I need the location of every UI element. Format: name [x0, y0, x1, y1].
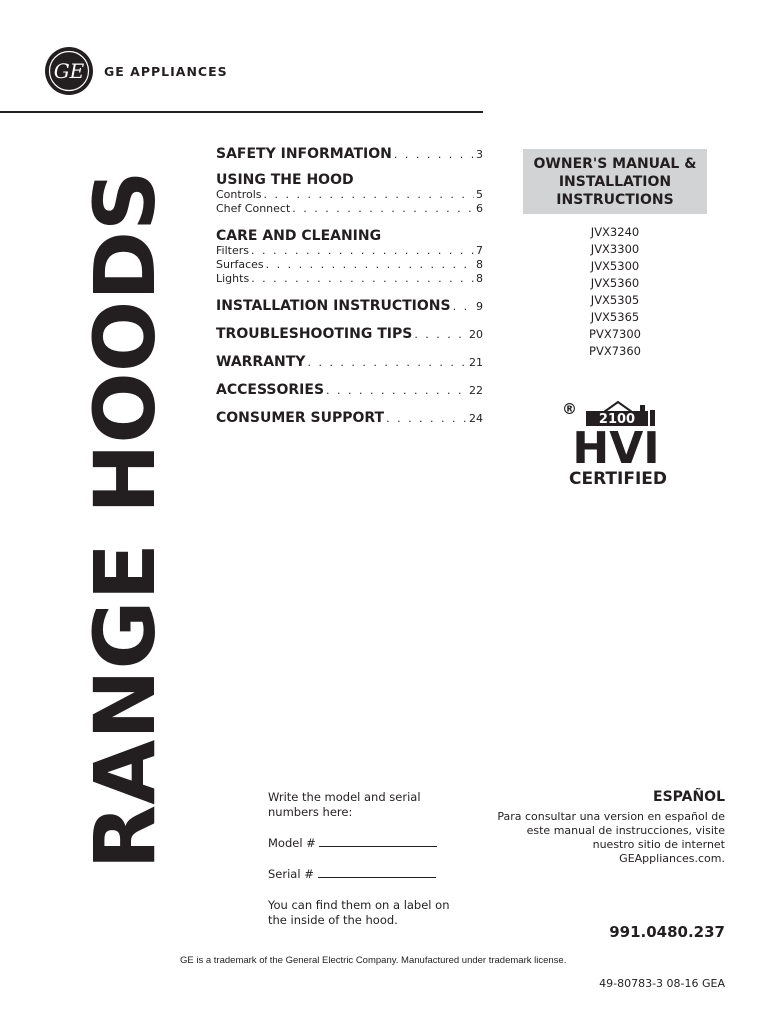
model-number-line [268, 836, 458, 851]
model-number: JVX5305 [590, 293, 640, 307]
toc-page-number: 20 [469, 328, 483, 341]
toc-entry-label: Controls [216, 188, 262, 201]
hvi-acronym: HVI [572, 423, 660, 474]
toc-entry-label: USING THE HOOD [216, 172, 354, 188]
toc-entry [216, 272, 483, 286]
toc-entry-label: ACCESSORIES [216, 382, 325, 398]
toc-page-number: 24 [469, 412, 483, 425]
toc-page-number: 7 [476, 244, 483, 257]
toc-entry-label: Filters [216, 244, 249, 257]
spanish-text: Para consultar una version en español de este manual de instrucciones, visite nuestro sitio de internet GEAppliances.com. [497, 810, 725, 865]
toc-entry [216, 410, 483, 426]
toc-entry [216, 188, 483, 202]
toc-entry-label: Chef Connect [216, 202, 291, 215]
record-intro: Write the model and serial numbers here: [268, 790, 421, 819]
toc-entry [216, 172, 483, 188]
manual-title-line-2: INSTALLATION [558, 173, 672, 190]
toc-entry-label: INSTALLATION INSTRUCTIONS [216, 298, 451, 314]
model-number: PVX7360 [589, 344, 641, 358]
toc-page-number: 5 [476, 188, 483, 201]
toc-entry-label: WARRANTY [216, 354, 306, 370]
toc-leader-dots [326, 384, 467, 397]
vertical-title: RANGE HOODS [76, 170, 174, 870]
model-number: PVX7300 [589, 327, 641, 341]
toc-leader-dots [266, 258, 474, 272]
toc-entry [216, 146, 483, 162]
serial-label: Serial # [268, 867, 314, 881]
manual-title-line-1: OWNER'S MANUAL & [533, 155, 697, 172]
toc-page-number: 9 [476, 300, 483, 313]
manual-title-line-3: INSTRUCTIONS [556, 191, 674, 208]
registered-mark: ® [562, 400, 577, 418]
toc-page-number: 8 [476, 258, 483, 271]
toc-page-number: 21 [469, 356, 483, 369]
manual-type-box [523, 149, 707, 214]
serial-number-blank [318, 867, 436, 878]
toc-entry [216, 244, 483, 258]
toc-entry-label: CARE AND CLEANING [216, 228, 382, 244]
toc-leader-dots [453, 300, 474, 313]
model-number: JVX3240 [590, 225, 640, 239]
toc-entry-label: TROUBLESHOOTING TIPS [216, 326, 413, 342]
svg-text:GE: GE [53, 59, 85, 83]
model-number: JVX5360 [590, 276, 640, 290]
toc-leader-dots [292, 202, 474, 216]
trademark-notice: GE is a trademark of the General Electric Company. Manufactured under trademark license. [180, 955, 567, 966]
ge-logo [44, 46, 228, 96]
toc-entry-label: Lights [216, 272, 250, 285]
hvi-certified-logo [560, 398, 676, 488]
toc-page-number: 22 [469, 384, 483, 397]
model-number-blank [319, 836, 437, 847]
model-number: JVX5365 [590, 310, 640, 324]
toc-entry-label: Surfaces [216, 258, 264, 271]
spanish-heading: ESPAÑOL [653, 789, 725, 805]
toc-leader-dots [386, 412, 467, 425]
model-number: JVX3300 [590, 242, 640, 256]
ge-monogram-icon [44, 46, 94, 96]
toc-entry [216, 298, 483, 314]
model-list [523, 224, 707, 360]
toc-leader-dots [251, 272, 474, 286]
toc-leader-dots [264, 188, 475, 202]
toc-entry [216, 354, 483, 370]
toc-leader-dots [251, 244, 474, 258]
toc-entry-label: SAFETY INFORMATION [216, 146, 392, 162]
model-number: JVX5300 [590, 259, 640, 273]
toc-page-number: 8 [476, 272, 483, 285]
toc-leader-dots [414, 328, 467, 341]
document-number: 49-80783-3 08-16 GEA [599, 977, 725, 990]
toc-entry [216, 326, 483, 342]
toc-page-number: 6 [476, 202, 483, 215]
header-rule [0, 111, 483, 113]
spanish-notice [495, 790, 725, 866]
toc-leader-dots [307, 356, 467, 369]
hvi-number: 2100 [598, 412, 636, 427]
toc-entry [216, 228, 483, 244]
record-note: You can find them on a label on the inside of the hood. [268, 898, 450, 927]
toc-entry [216, 202, 483, 216]
serial-number-line [268, 867, 458, 882]
toc-page-number: 3 [476, 148, 483, 161]
model-serial-record [268, 790, 458, 944]
toc-entry-label: CONSUMER SUPPORT [216, 410, 385, 426]
table-of-contents [216, 146, 483, 426]
toc-leader-dots [394, 148, 474, 161]
toc-entry [216, 258, 483, 272]
brand-name: GE APPLIANCES [104, 63, 228, 79]
hvi-status: CERTIFIED [569, 469, 667, 488]
toc-entry [216, 382, 483, 398]
part-number: 991.0480.237 [609, 923, 725, 941]
model-label: Model # [268, 836, 316, 850]
